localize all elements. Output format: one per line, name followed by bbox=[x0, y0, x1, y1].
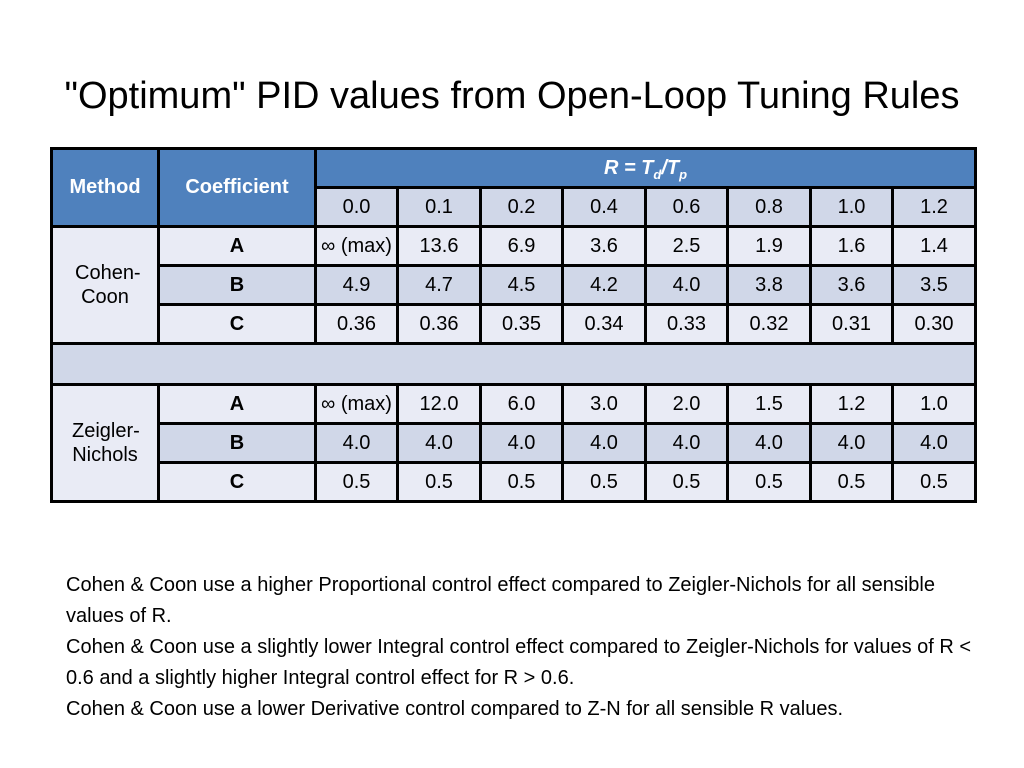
table-cell: 3.6 bbox=[811, 266, 893, 305]
method-cohen-coon bbox=[52, 227, 159, 344]
coefficient-header: Coefficient bbox=[159, 149, 316, 227]
table-row bbox=[52, 266, 976, 305]
table-cell: 0.5 bbox=[481, 463, 563, 502]
table-cell: 4.7 bbox=[398, 266, 481, 305]
table-cell: 3.5 bbox=[893, 266, 976, 305]
table-cell: 0.5 bbox=[563, 463, 646, 502]
table-cell: 3.0 bbox=[563, 385, 646, 424]
method-header: Method bbox=[52, 149, 159, 227]
table-cell: 4.0 bbox=[481, 424, 563, 463]
r-value: 0.1 bbox=[398, 188, 481, 227]
r-value: 0.6 bbox=[646, 188, 728, 227]
r-value: 0.8 bbox=[728, 188, 811, 227]
r-value: 1.0 bbox=[811, 188, 893, 227]
method-label: Zeigler-Nichols bbox=[72, 420, 140, 466]
coefficient-label: B bbox=[159, 424, 316, 463]
table-cell: 4.0 bbox=[811, 424, 893, 463]
table-cell: 12.0 bbox=[398, 385, 481, 424]
table-cell: 2.5 bbox=[646, 227, 728, 266]
r-value: 1.2 bbox=[893, 188, 976, 227]
method-zeigler-nichols bbox=[52, 385, 159, 502]
table-cell: 13.6 bbox=[398, 227, 481, 266]
table-cell: 4.0 bbox=[316, 424, 398, 463]
coefficient-label: C bbox=[159, 463, 316, 502]
coefficient-label: B bbox=[159, 266, 316, 305]
table-row bbox=[52, 463, 976, 502]
ratio-prefix: R = T bbox=[603, 156, 654, 179]
table-row bbox=[52, 305, 976, 344]
table-cell: 1.2 bbox=[811, 385, 893, 424]
table-cell: 0.35 bbox=[481, 305, 563, 344]
table-cell: 4.2 bbox=[563, 266, 646, 305]
table-cell: 4.0 bbox=[398, 424, 481, 463]
table-cell: 1.9 bbox=[728, 227, 811, 266]
separator-cell bbox=[52, 344, 976, 385]
ratio-slash: /T bbox=[661, 156, 680, 179]
table-cell: 0.36 bbox=[398, 305, 481, 344]
table-cell: 4.0 bbox=[646, 424, 728, 463]
ratio-sub-d: d bbox=[653, 166, 662, 182]
coefficient-label: C bbox=[159, 305, 316, 344]
table-cell: 6.9 bbox=[481, 227, 563, 266]
table-cell: ∞ (max) bbox=[316, 385, 398, 424]
r-value: 0.2 bbox=[481, 188, 563, 227]
table-cell: ∞ (max) bbox=[316, 227, 398, 266]
ratio-sub-p: p bbox=[679, 166, 688, 182]
table-cell: 0.5 bbox=[728, 463, 811, 502]
table-cell: 2.0 bbox=[646, 385, 728, 424]
table-row bbox=[52, 227, 976, 266]
r-value: 0.0 bbox=[316, 188, 398, 227]
table-cell: 1.6 bbox=[811, 227, 893, 266]
table-cell: 0.5 bbox=[893, 463, 976, 502]
table-row bbox=[52, 385, 976, 424]
pid-tuning-table bbox=[50, 147, 977, 503]
method-label: Cohen-Coon bbox=[75, 262, 141, 308]
note-proportional: Cohen & Coon use a higher Proportional control effect compared to Zeigler-Nichols for all sensible values of R. bbox=[66, 574, 935, 627]
table-cell: 0.33 bbox=[646, 305, 728, 344]
table-cell: 1.0 bbox=[893, 385, 976, 424]
table-cell: 1.4 bbox=[893, 227, 976, 266]
table-cell: 4.0 bbox=[563, 424, 646, 463]
table-cell: 4.0 bbox=[893, 424, 976, 463]
table-cell: 0.5 bbox=[398, 463, 481, 502]
table-row bbox=[52, 424, 976, 463]
r-value: 0.4 bbox=[563, 188, 646, 227]
table-cell: 3.8 bbox=[728, 266, 811, 305]
table-cell: 0.32 bbox=[728, 305, 811, 344]
note-integral: Cohen & Coon use a slightly lower Integral control effect compared to Zeigler-Nichols for values of R < 0.6 and a slightly higher Integral control effect for R > 0.6. bbox=[66, 636, 972, 689]
coefficient-label: A bbox=[159, 227, 316, 266]
note-derivative: Cohen & Coon use a lower Derivative control compared to Z-N for all sensible R values. bbox=[66, 698, 844, 720]
table-cell: 4.0 bbox=[646, 266, 728, 305]
table-cell: 0.34 bbox=[563, 305, 646, 344]
ratio-header bbox=[316, 149, 976, 188]
separator-row bbox=[52, 344, 976, 385]
table-cell: 0.30 bbox=[893, 305, 976, 344]
table-cell: 0.5 bbox=[811, 463, 893, 502]
table-cell: 3.6 bbox=[563, 227, 646, 266]
table-cell: 4.0 bbox=[728, 424, 811, 463]
table-cell: 0.5 bbox=[646, 463, 728, 502]
table-cell: 6.0 bbox=[481, 385, 563, 424]
table-cell: 4.5 bbox=[481, 266, 563, 305]
coefficient-label: A bbox=[159, 385, 316, 424]
page-title: "Optimum" PID values from Open-Loop Tuning Rules bbox=[64, 75, 960, 117]
table-cell: 0.31 bbox=[811, 305, 893, 344]
table-cell: 0.5 bbox=[316, 463, 398, 502]
table-cell: 0.36 bbox=[316, 305, 398, 344]
table-cell: 1.5 bbox=[728, 385, 811, 424]
table-cell: 4.9 bbox=[316, 266, 398, 305]
notes bbox=[66, 570, 986, 725]
